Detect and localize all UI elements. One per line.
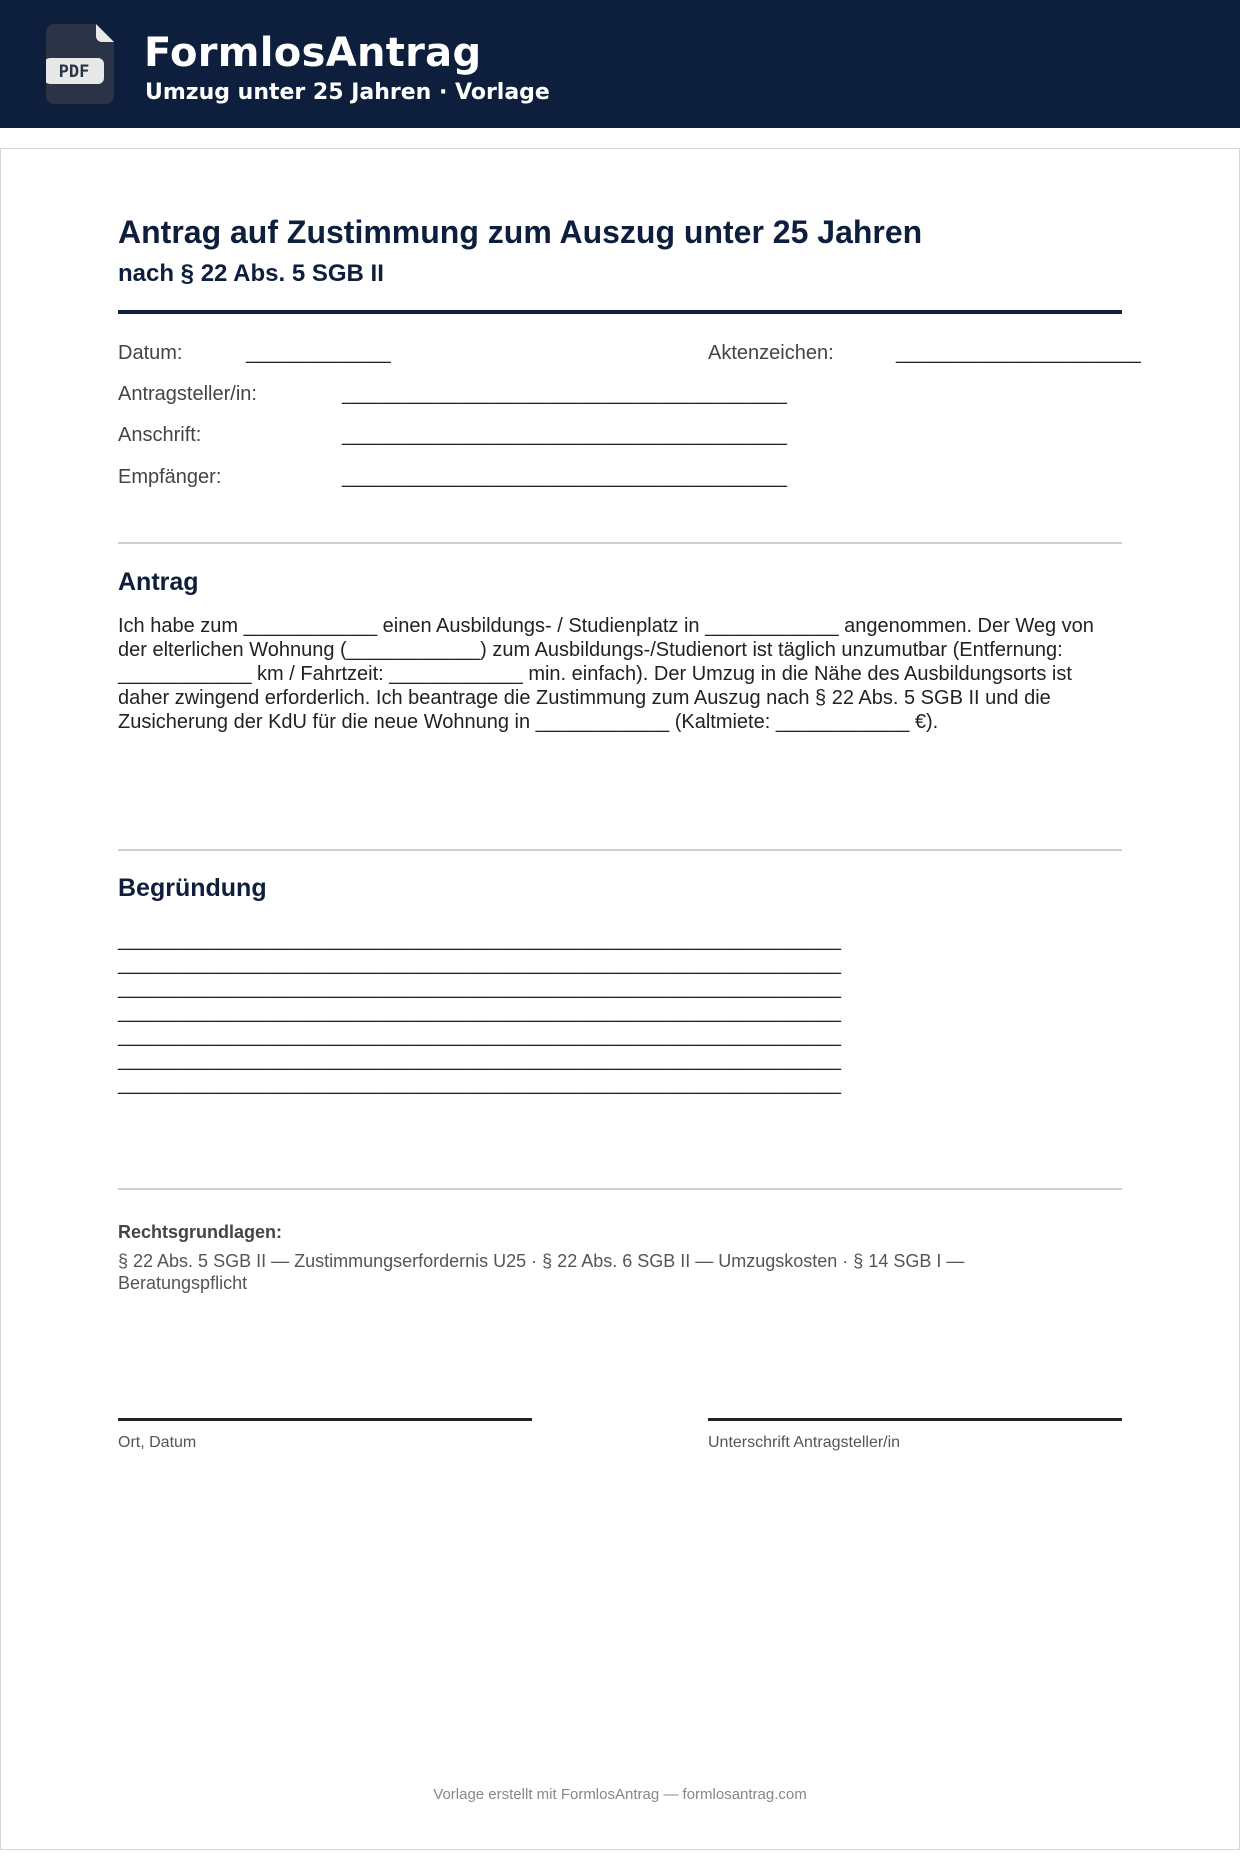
- empfaenger-field[interactable]: ________________________________________: [342, 466, 787, 488]
- empfaenger-label: Empfänger:: [118, 466, 222, 488]
- antrag-heading: Antrag: [118, 568, 199, 596]
- title-divider: [118, 310, 1122, 314]
- app-title: FormlosAntrag: [144, 30, 482, 76]
- document-subtitle: nach § 22 Abs. 5 SGB II: [118, 260, 384, 287]
- app-header: [0, 0, 1240, 128]
- begruendung-heading: Begründung: [118, 874, 267, 902]
- aktenzeichen-field[interactable]: ______________________: [896, 342, 1141, 364]
- place-date-signature-line[interactable]: [118, 1418, 532, 1421]
- antragsteller-label: Antragsteller/in:: [118, 383, 257, 405]
- section-divider: [118, 849, 1122, 851]
- datum-field[interactable]: _____________: [246, 342, 391, 364]
- anschrift-label: Anschrift:: [118, 424, 202, 446]
- signature-label: Unterschrift Antragsteller/in: [708, 1434, 901, 1451]
- app-subtitle: Umzug unter 25 Jahren · Vorlage: [145, 80, 550, 105]
- antragsteller-field[interactable]: ________________________________________: [342, 383, 787, 405]
- anschrift-field[interactable]: ________________________________________: [342, 424, 787, 446]
- legal-text: § 22 Abs. 5 SGB II — Zustimmungserfordernis U25 · § 22 Abs. 6 SGB II — Umzugskosten · § 14 SGB I — Beratungspflicht: [118, 1251, 965, 1293]
- aktenzeichen-label: Aktenzeichen:: [708, 342, 834, 364]
- antrag-text: Ich habe zum ____________ einen Ausbildungs- / Studienplatz in ____________ angenommen. Der Weg von der elterlichen Wohnung (____________) zum Ausbildungs-/Studienort ist täglich unzumutbar (Entfernung: ____________ km / Fahrtzeit: ____________ min. einfach). Der Umzug in die Nähe des Ausbildungsorts ist daher zwingend erforderlich. Ich beantrage die Zustimmung zum Auszug nach § 22 Abs. 5 SGB II und die Zusicherung der KdU für die neue Wohnung in ____________ (Kaltmiete: ____________ €).: [118, 615, 1094, 733]
- section-divider: [118, 542, 1122, 544]
- place-date-label: Ort, Datum: [118, 1434, 197, 1451]
- section-divider: [118, 1188, 1122, 1190]
- document-title: Antrag auf Zustimmung zum Auszug unter 25 Jahren: [118, 214, 923, 250]
- pdf-icon-label: PDF: [58, 62, 90, 82]
- datum-label: Datum:: [118, 342, 183, 364]
- legal-heading: Rechtsgrundlagen:: [118, 1222, 283, 1242]
- footer-note: Vorlage erstellt mit FormlosAntrag — formlosantrag.com: [433, 1786, 807, 1803]
- applicant-signature-line[interactable]: [708, 1418, 1122, 1421]
- begruendung-lines[interactable]: _________________________________________________________________ _________________________________________________________________ _________________________________________________________________ _________________________________________________________________ _________________________________________________________________ _________________________________________________________________ _________________________________________________________________: [118, 929, 841, 1095]
- pdf-file-icon: [46, 24, 114, 104]
